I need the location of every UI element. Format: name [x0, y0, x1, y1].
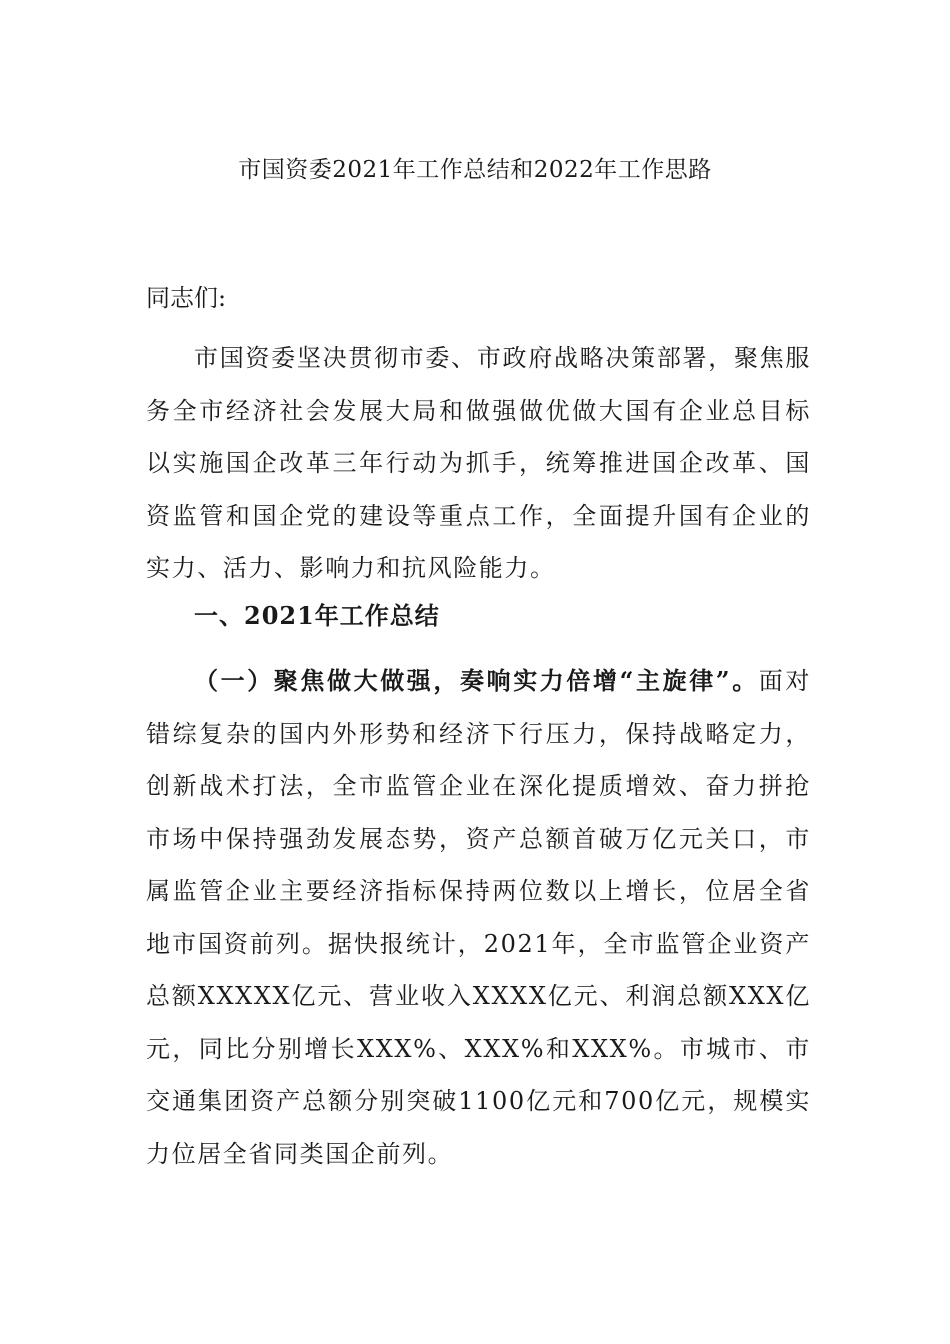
paragraph-subsection-1	[146, 655, 811, 1180]
salutation: 同志们:	[146, 284, 227, 312]
section-heading: 一、2021年工作总结	[194, 601, 440, 630]
paragraph-intro: 市国资委坚决贯彻市委、市政府战略决策部署，聚焦服务全市经济社会发展大局和做强做优做大国有企业总目标以实施国企改革三年行动为抓手，统筹推进国企改革、国资监管和国企党的建设等重点工作，全面提升国有企业的实力、活力、影响力和抗风险能力。	[146, 344, 811, 582]
document-title: 市国资委2021年工作总结和2022年工作思路	[238, 157, 712, 183]
subsection-lead: （一）聚焦做大做强，奏响实力倍增“主旋律”。	[194, 666, 759, 695]
subsection-body: 面对错综复杂的国内外形势和经济下行压力，保持战略定力，创新战术打法，全市监管企业在深化提质增效、奋力拼抢市场中保持强劲发展态势，资产总额首破万亿元关口，市属监管企业主要经济指标保持两位数以上增长，位居全省地市国资前列。据快报统计，2021年，全市监管企业资产总额XXXXX亿元、营业收入XXXX亿元、利润总额XXX亿元，同比分别增长XXX%、XXX%和XXX%。市城市、市交通集团资产总额分别突破1100亿元和700亿元，规模实力位居全省同类国企前列。	[146, 667, 811, 1168]
